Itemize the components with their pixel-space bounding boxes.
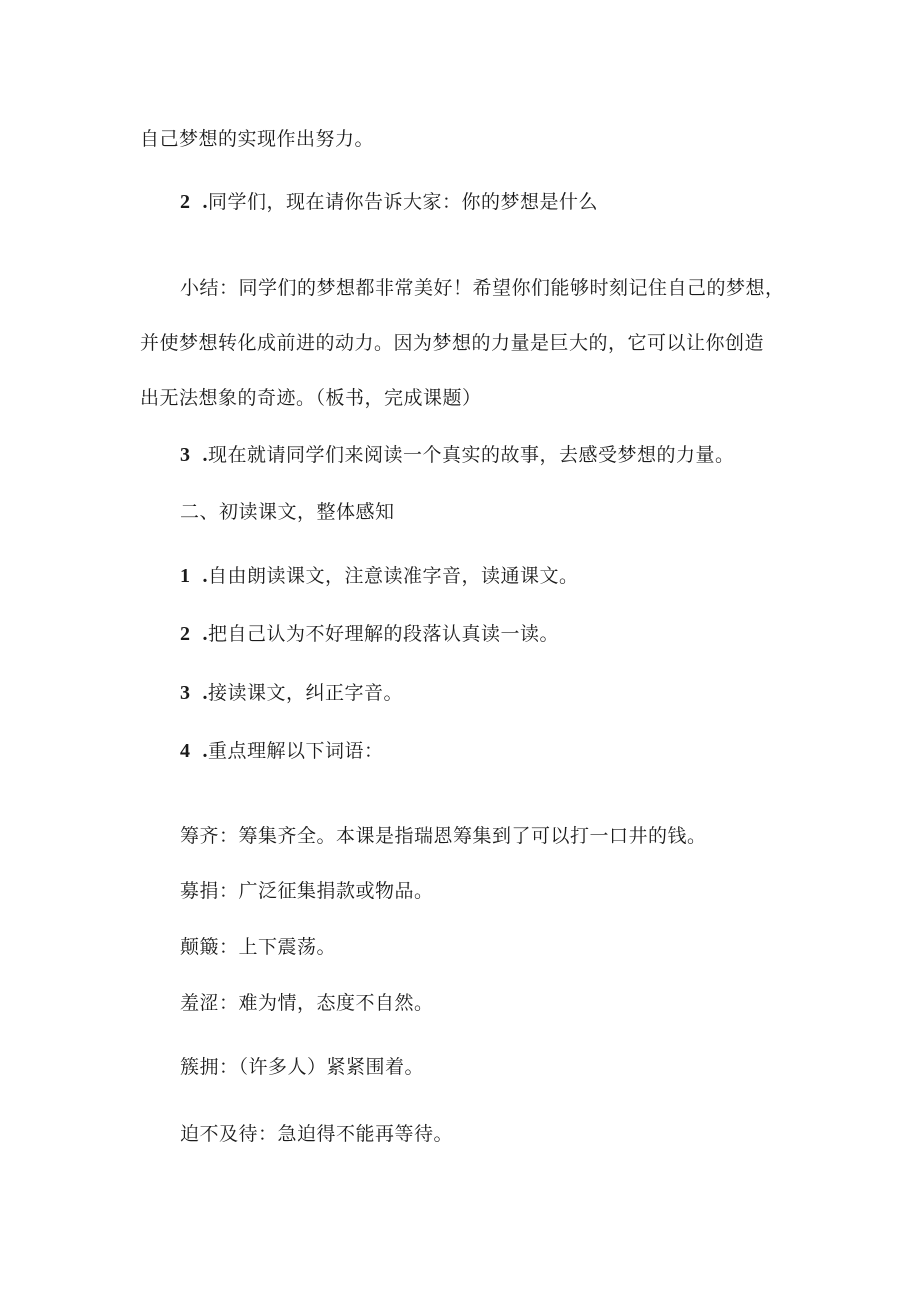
item-text: 同学们，现在请你告诉大家：你的梦想是什么 xyxy=(208,191,599,213)
numbered-item xyxy=(180,681,403,705)
paragraph-line xyxy=(140,386,482,410)
vocab-text: 簇拥：（许多人）紧紧围着。 xyxy=(180,1056,425,1078)
vocab-text: 颠簸：上下震荡。 xyxy=(180,936,337,958)
numbered-item xyxy=(180,622,559,646)
line-text: 小结：同学们的梦想都非常美好！希望你们能够时刻记住自己的梦想， xyxy=(180,277,785,299)
vocab-entry xyxy=(180,1055,424,1079)
vocab-entry xyxy=(180,935,336,959)
paragraph-line xyxy=(140,331,764,355)
vocab-entry xyxy=(180,879,434,903)
vocab-entry xyxy=(180,824,707,848)
item-number: 3 xyxy=(180,444,191,466)
item-dot: . xyxy=(202,191,208,213)
item-number: 3 xyxy=(180,682,191,704)
paragraph-line xyxy=(140,127,374,151)
numbered-item xyxy=(180,739,384,763)
item-number: 2 xyxy=(180,191,191,213)
item-dot: . xyxy=(202,623,208,645)
item-text: 自由朗读课文，注意读准字音，读通课文。 xyxy=(208,565,579,587)
vocab-entry xyxy=(180,1122,453,1146)
item-text: 现在就请同学们来阅读一个真实的故事，去感受梦想的力量。 xyxy=(208,444,735,466)
vocab-entry xyxy=(180,991,434,1015)
section-heading xyxy=(180,500,395,524)
line-text: 出无法想象的奇迹。（板书，完成课题） xyxy=(140,387,482,409)
item-number: 4 xyxy=(180,740,191,762)
item-text: 把自己认为不好理解的段落认真读一读。 xyxy=(208,623,560,645)
item-dot: . xyxy=(202,444,208,466)
item-dot: . xyxy=(202,565,208,587)
vocab-text: 羞涩：难为情，态度不自然。 xyxy=(180,992,434,1014)
vocab-text: 募捐：广泛征集捐款或物品。 xyxy=(180,880,434,902)
item-text: 重点理解以下词语： xyxy=(208,740,384,762)
item-text: 接读课文，纠正字音。 xyxy=(208,682,404,704)
item-dot: . xyxy=(202,740,208,762)
item-number: 1 xyxy=(180,565,191,587)
numbered-item xyxy=(180,190,598,214)
vocab-text: 迫不及待：急迫得不能再等待。 xyxy=(180,1123,454,1145)
heading-text: 二、初读课文，整体感知 xyxy=(180,501,395,523)
numbered-item xyxy=(180,564,579,588)
item-number: 2 xyxy=(180,623,191,645)
item-dot: . xyxy=(202,682,208,704)
summary-line xyxy=(180,276,785,300)
vocab-text: 筹齐：筹集齐全。本课是指瑞恩筹集到了可以打一口井的钱。 xyxy=(180,825,707,847)
line-text: 并使梦想转化成前进的动力。因为梦想的力量是巨大的，它可以让你创造 xyxy=(140,332,765,354)
line-text: 自己梦想的实现作出努力。 xyxy=(140,128,375,150)
numbered-item xyxy=(180,443,735,467)
